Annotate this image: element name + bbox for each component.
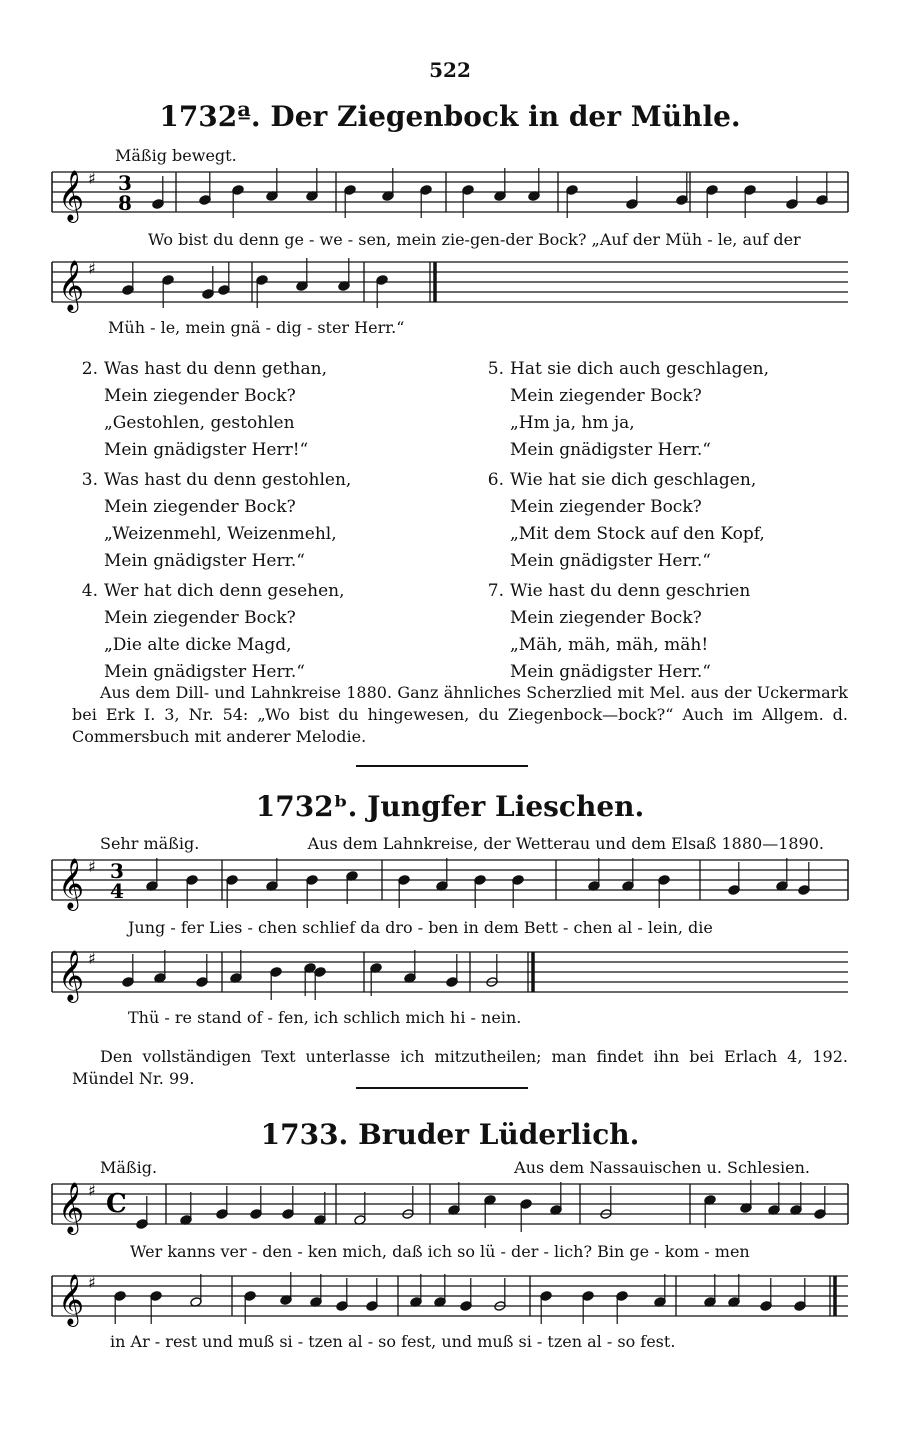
verse-line: „Mit dem Stock auf den Kopf,: [510, 524, 765, 544]
time-signature-top: 3: [118, 171, 132, 195]
verse-4: [72, 578, 472, 686]
divider: [356, 765, 528, 767]
verse-line: Mein gnädigster Herr.“: [510, 440, 711, 460]
verse-number: 2.: [81, 359, 98, 379]
lyrics-line-2: Müh - le, mein gnä - dig - ster Herr.“: [108, 318, 405, 337]
tempo-marking: Mäßig.: [100, 1158, 158, 1177]
sharp-sign: ♯: [88, 857, 96, 876]
verse-line: Mein ziegender Bock?: [104, 608, 296, 628]
verse-line: Wer hat dich denn gesehen,: [104, 581, 345, 601]
verse-5: [478, 356, 878, 464]
divider: [356, 1087, 528, 1089]
treble-clef: 𝄞: [58, 1274, 85, 1325]
song-title-1733: [0, 1118, 900, 1151]
song-name: Bruder Lüderlich.: [358, 1118, 640, 1151]
time-signature-top: 3: [110, 859, 124, 883]
song-number: 1732ᵇ.: [255, 790, 358, 823]
verse-line: Mein ziegender Bock?: [510, 497, 702, 517]
treble-clef: 𝄞: [58, 170, 85, 221]
verses-left: [72, 356, 472, 686]
lyrics-line-2: in Ar - rest und muß si - tzen al - so fest, und muß si - tzen al - so fest.: [110, 1332, 676, 1351]
sharp-sign: ♯: [88, 949, 96, 968]
verse-line: Mein gnädigster Herr.“: [104, 662, 305, 682]
verse-number: 3.: [81, 470, 98, 490]
verse-line: „Mäh, mäh, mäh, mäh!: [510, 635, 709, 655]
verse-line: „Weizenmehl, Weizenmehl,: [104, 524, 337, 544]
treble-clef: 𝄞: [58, 950, 85, 1001]
verse-number: 6.: [487, 470, 504, 490]
verse-2: [72, 356, 472, 464]
verse-line: Wie hast du denn geschrien: [510, 581, 751, 601]
sharp-sign: ♯: [88, 169, 96, 188]
treble-clef: 𝄞: [58, 1182, 85, 1233]
song-number: 1732ª.: [159, 100, 261, 133]
lyrics-line-1: Wo bist du denn ge - we - sen, mein zie-gen-der Bock? „Auf der Müh - le, auf der: [148, 230, 801, 249]
verse-number: 7.: [487, 581, 504, 601]
verse-line: Mein ziegender Bock?: [104, 497, 296, 517]
verse-line: Mein gnädigster Herr.“: [104, 551, 305, 571]
verse-line: „Gestohlen, gestohlen: [104, 413, 295, 433]
song-name: Der Ziegenbock in der Mühle.: [270, 100, 741, 133]
tempo-marking: Mäßig bewegt.: [115, 146, 237, 165]
time-signature-bottom: 4: [110, 879, 124, 903]
verse-number: 5.: [487, 359, 504, 379]
verse-line: Mein gnädigster Herr.“: [510, 662, 711, 682]
sharp-sign: ♯: [88, 259, 96, 278]
song-name: Jungfer Lieschen.: [367, 790, 645, 823]
source-attribution: Aus dem Lahnkreise, der Wetterau und dem Elsaß 1880—1890.: [307, 834, 824, 853]
verse-line: Mein ziegender Bock?: [104, 386, 296, 406]
verse-line: Mein gnädigster Herr.“: [510, 551, 711, 571]
sharp-sign: ♯: [88, 1273, 96, 1292]
song-title-1732b: [0, 790, 900, 823]
sharp-sign: ♯: [88, 1181, 96, 1200]
time-signature-bottom: 8: [118, 191, 132, 215]
verse-3: [72, 467, 472, 575]
verse-6: [478, 467, 878, 575]
verses-right: [478, 356, 878, 686]
source-note: Den vollständigen Text unterlasse ich mitzutheilen; man findet ihn bei Erlach 4, 192. Mündel Nr. 99.: [72, 1047, 848, 1088]
verse-line: Hat sie dich auch geschlagen,: [510, 359, 769, 379]
verse-line: „Hm ja, hm ja,: [510, 413, 635, 433]
verse-7: [478, 578, 878, 686]
lyrics-line-1: Wer kanns ver - den - ken mich, daß ich so lü - der - lich? Bin ge - kom - men: [130, 1242, 750, 1261]
lyrics-line-1: Jung - fer Lies - chen schlief da dro - ben in dem Bett - chen al - lein, die: [128, 918, 713, 937]
verse-line: Was hast du denn gethan,: [104, 359, 327, 379]
verse-line: Wie hat sie dich geschlagen,: [510, 470, 757, 490]
verse-line: Mein ziegender Bock?: [510, 608, 702, 628]
lyrics-line-2: Thü - re stand of - fen, ich schlich mich hi - nein.: [128, 1008, 522, 1027]
treble-clef: 𝄞: [58, 260, 85, 311]
source-note: Aus dem Dill- und Lahnkreise 1880. Ganz ähnliches Scherzlied mit Mel. aus der Uckermark bei Erk I. 3, Nr. 54: „Wo bist du hingewesen, du Ziegenbock—bock?“ Auch im Allgem. d. Commersbuch mit anderer Melodie.: [72, 683, 848, 746]
song-number: 1733.: [260, 1118, 349, 1151]
verse-line: Mein ziegender Bock?: [510, 386, 702, 406]
time-signature: C: [106, 1189, 127, 1219]
verse-line: Mein gnädigster Herr!“: [104, 440, 309, 460]
verse-line: Was hast du denn gestohlen,: [104, 470, 352, 490]
source-attribution: Aus dem Nassauischen u. Schlesien.: [514, 1158, 810, 1177]
treble-clef: 𝄞: [58, 858, 85, 909]
tempo-marking: Sehr mäßig.: [100, 834, 200, 853]
verse-line: „Die alte dicke Magd,: [104, 635, 292, 655]
page-number: 522: [429, 58, 471, 82]
verse-number: 4.: [81, 581, 98, 601]
